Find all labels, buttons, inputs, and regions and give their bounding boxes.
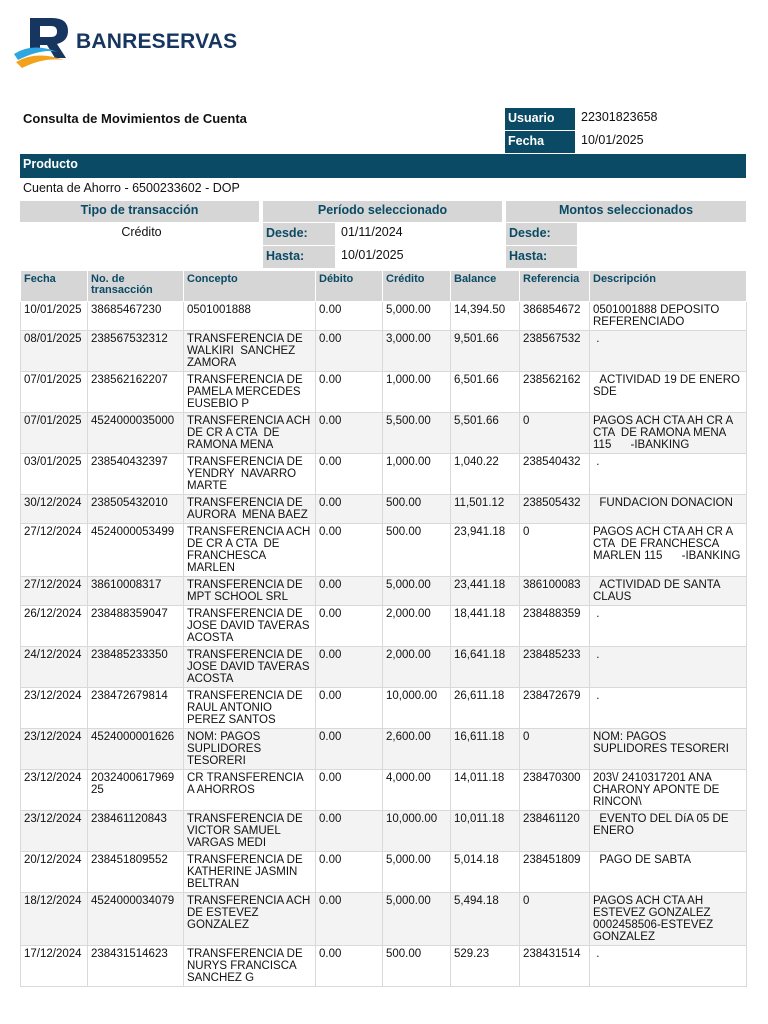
account-description: Cuenta de Ahorro - 6500233602 - DOP [23, 181, 240, 195]
debito-cell: 0.00 [316, 606, 383, 647]
credito-cell: 10,000.00 [383, 688, 451, 729]
usuario-label: Usuario [505, 108, 575, 130]
page-title: Consulta de Movimientos de Cuenta [23, 111, 247, 126]
fecha-cell: 10/01/2025 [21, 302, 88, 331]
referencia-cell: 238461120 [520, 811, 590, 852]
debito-cell: 0.00 [316, 454, 383, 495]
table-header-row [21, 271, 747, 302]
user-info [505, 108, 745, 154]
bank-name: BANRESERVAS [76, 30, 238, 53]
descripcion-cell: ACTIVIDAD 19 DE ENERO SDE [590, 372, 747, 413]
tipo-transaccion-value: Crédito [121, 225, 162, 239]
descripcion-cell: PAGOS ACH CTA AH CR A CTA DE FRANCHESCA MARLEN 115 -IBANKING [590, 524, 747, 577]
balance-cell: 9,501.66 [451, 331, 520, 372]
debito-cell: 0.00 [316, 647, 383, 688]
transaccion-cell: 238540432397 [88, 454, 184, 495]
balance-cell: 16,611.18 [451, 729, 520, 770]
concepto-cell: TRANSFERENCIA DE RAUL ANTONIO PEREZ SANTOS [184, 688, 316, 729]
credito-cell: 5,000.00 [383, 893, 451, 946]
concepto-cell: TRANSFERENCIA DE MPT SCHOOL SRL [184, 577, 316, 606]
balance-cell: 23,941.18 [451, 524, 520, 577]
referencia-cell: 386100083 [520, 577, 590, 606]
debito-cell: 0.00 [316, 331, 383, 372]
table-row [21, 647, 747, 688]
credito-cell: 5,000.00 [383, 852, 451, 893]
credito-cell: 2,600.00 [383, 729, 451, 770]
transaccion-cell: 238472679814 [88, 688, 184, 729]
table-row [21, 811, 747, 852]
concepto-cell: TRANSFERENCIA ACH DE CR A CTA DE RAMONA MENA [184, 413, 316, 454]
concepto-cell: TRANSFERENCIA DE NURYS FRANCISCA SANCHEZ G [184, 946, 316, 987]
periodo-desde-label: Desde: [263, 223, 335, 245]
credito-cell: 5,500.00 [383, 413, 451, 454]
col-descripcion: Descripción [590, 271, 747, 302]
debito-cell: 0.00 [316, 302, 383, 331]
tipo-transaccion-header: Tipo de transacción [20, 201, 259, 222]
transaccion-cell: 4524000001626 [88, 729, 184, 770]
concepto-cell: TRANSFERENCIA DE YENDRY NAVARRO MARTE [184, 454, 316, 495]
descripcion-cell: . [590, 331, 747, 372]
descripcion-cell: FUNDACION DONACION [590, 495, 747, 524]
debito-cell: 0.00 [316, 893, 383, 946]
concepto-cell: TRANSFERENCIA DE VICTOR SAMUEL VARGAS MEDI [184, 811, 316, 852]
table-row [21, 606, 747, 647]
table-row [21, 454, 747, 495]
col-debito: Débito [316, 271, 383, 302]
descripcion-cell: . [590, 647, 747, 688]
transaccion-cell: 38685467230 [88, 302, 184, 331]
concepto-cell: TRANSFERENCIA ACH DE ESTEVEZ GONZALEZ [184, 893, 316, 946]
referencia-cell: 238431514 [520, 946, 590, 987]
col-no-transaccion: No. de transacción [88, 271, 184, 302]
filters-panel [20, 201, 746, 268]
fecha-cell: 17/12/2024 [21, 946, 88, 987]
credito-cell: 1,000.00 [383, 372, 451, 413]
referencia-cell: 238540432 [520, 454, 590, 495]
fecha-cell: 24/12/2024 [21, 647, 88, 688]
debito-cell: 0.00 [316, 946, 383, 987]
referencia-cell: 238485233 [520, 647, 590, 688]
descripcion-cell: 203\/ 2410317201 ANA CHARONY APONTE DE RINCON\ [590, 770, 747, 811]
descripcion-cell: NOM: PAGOS SUPLIDORES TESORERI [590, 729, 747, 770]
balance-cell: 14,011.18 [451, 770, 520, 811]
debito-cell: 0.00 [316, 729, 383, 770]
descripcion-cell: PAGOS ACH CTA AH CR A CTA DE RAMONA MENA 115 -IBANKING [590, 413, 747, 454]
balance-cell: 10,011.18 [451, 811, 520, 852]
fecha-cell: 23/12/2024 [21, 811, 88, 852]
balance-cell: 11,501.12 [451, 495, 520, 524]
transaccion-cell: 238461120843 [88, 811, 184, 852]
table-row [21, 770, 747, 811]
descripcion-cell: . [590, 606, 747, 647]
referencia-cell: 238472679 [520, 688, 590, 729]
table-row [21, 372, 747, 413]
referencia-cell: 238470300 [520, 770, 590, 811]
montos-hasta-label: Hasta: [506, 246, 577, 268]
fecha-cell: 23/12/2024 [21, 688, 88, 729]
fecha-cell: 18/12/2024 [21, 893, 88, 946]
concepto-cell: NOM: PAGOS SUPLIDORES TESORERI [184, 729, 316, 770]
fecha-cell: 27/12/2024 [21, 524, 88, 577]
debito-cell: 0.00 [316, 770, 383, 811]
balance-cell: 529.23 [451, 946, 520, 987]
debito-cell: 0.00 [316, 811, 383, 852]
fecha-cell: 23/12/2024 [21, 729, 88, 770]
transaccion-cell: 238431514623 [88, 946, 184, 987]
fecha-cell: 27/12/2024 [21, 577, 88, 606]
balance-cell: 26,611.18 [451, 688, 520, 729]
concepto-cell: TRANSFERENCIA DE KATHERINE JASMIN BELTRAN [184, 852, 316, 893]
table-row [21, 893, 747, 946]
balance-cell: 6,501.66 [451, 372, 520, 413]
credito-cell: 500.00 [383, 524, 451, 577]
balance-cell: 5,494.18 [451, 893, 520, 946]
referencia-cell: 0 [520, 729, 590, 770]
banreservas-logo-icon [12, 14, 74, 70]
table-row [21, 688, 747, 729]
periodo-hasta-value: 10/01/2025 [341, 248, 404, 262]
periodo-hasta-label: Hasta: [263, 246, 335, 268]
periodo-header: Período seleccionado [263, 201, 502, 222]
col-concepto: Concepto [184, 271, 316, 302]
usuario-value: 22301823658 [581, 110, 658, 124]
table-row [21, 302, 747, 331]
debito-cell: 0.00 [316, 524, 383, 577]
credito-cell: 500.00 [383, 495, 451, 524]
descripcion-cell: . [590, 688, 747, 729]
descripcion-cell: 0501001888 DEPOSITO REFERENCIADO [590, 302, 747, 331]
debito-cell: 0.00 [316, 372, 383, 413]
debito-cell: 0.00 [316, 577, 383, 606]
bank-logo [12, 14, 252, 70]
descripcion-cell: PAGOS ACH CTA AH ESTEVEZ GONZALEZ 0002458506-ESTEVEZ GONZALEZ [590, 893, 747, 946]
referencia-cell: 238567532 [520, 331, 590, 372]
montos-desde-label: Desde: [506, 223, 577, 245]
fecha-label: Fecha [505, 131, 575, 153]
movements-table [20, 270, 747, 987]
balance-cell: 1,040.22 [451, 454, 520, 495]
montos-header: Montos seleccionados [506, 201, 746, 222]
descripcion-cell: PAGO DE SABTA [590, 852, 747, 893]
credito-cell: 500.00 [383, 946, 451, 987]
transaccion-cell: 4524000053499 [88, 524, 184, 577]
transaccion-cell: 238505432010 [88, 495, 184, 524]
col-fecha: Fecha [21, 271, 88, 302]
referencia-cell: 238505432 [520, 495, 590, 524]
balance-cell: 16,641.18 [451, 647, 520, 688]
referencia-cell: 0 [520, 893, 590, 946]
credito-cell: 2,000.00 [383, 606, 451, 647]
tipo-spacer [20, 246, 263, 268]
col-balance: Balance [451, 271, 520, 302]
balance-cell: 14,394.50 [451, 302, 520, 331]
table-row [21, 729, 747, 770]
balance-cell: 5,501.66 [451, 413, 520, 454]
transaccion-cell: 38610008317 [88, 577, 184, 606]
debito-cell: 0.00 [316, 688, 383, 729]
table-row [21, 577, 747, 606]
credito-cell: 10,000.00 [383, 811, 451, 852]
descripcion-cell: . [590, 946, 747, 987]
fecha-value: 10/01/2025 [581, 133, 644, 147]
table-row [21, 413, 747, 454]
concepto-cell: TRANSFERENCIA DE PAMELA MERCEDES EUSEBIO P [184, 372, 316, 413]
debito-cell: 0.00 [316, 413, 383, 454]
concepto-cell: TRANSFERENCIA DE JOSE DAVID TAVERAS ACOSTA [184, 647, 316, 688]
credito-cell: 1,000.00 [383, 454, 451, 495]
descripcion-cell: ACTIVIDAD DE SANTA CLAUS [590, 577, 747, 606]
fecha-cell: 23/12/2024 [21, 770, 88, 811]
credito-cell: 2,000.00 [383, 647, 451, 688]
table-row [21, 524, 747, 577]
credito-cell: 3,000.00 [383, 331, 451, 372]
fecha-cell: 20/12/2024 [21, 852, 88, 893]
referencia-cell: 0 [520, 524, 590, 577]
transaccion-cell: 203240061796925 [88, 770, 184, 811]
table-row [21, 946, 747, 987]
referencia-cell: 0 [520, 413, 590, 454]
periodo-desde-value: 01/11/2024 [341, 225, 403, 239]
balance-cell: 23,441.18 [451, 577, 520, 606]
credito-cell: 5,000.00 [383, 577, 451, 606]
balance-cell: 5,014.18 [451, 852, 520, 893]
transaccion-cell: 238485233350 [88, 647, 184, 688]
referencia-cell: 238488359 [520, 606, 590, 647]
transaccion-cell: 4524000034079 [88, 893, 184, 946]
credito-cell: 4,000.00 [383, 770, 451, 811]
transaccion-cell: 238567532312 [88, 331, 184, 372]
transaccion-cell: 238562162207 [88, 372, 184, 413]
table-row [21, 495, 747, 524]
fecha-cell: 26/12/2024 [21, 606, 88, 647]
product-header: Producto [20, 154, 746, 178]
table-row [21, 852, 747, 893]
concepto-cell: CR TRANSFERENCIA A AHORROS [184, 770, 316, 811]
concepto-cell: TRANSFERENCIA DE JOSE DAVID TAVERAS ACOSTA [184, 606, 316, 647]
fecha-cell: 03/01/2025 [21, 454, 88, 495]
concepto-cell: TRANSFERENCIA DE AURORA MENA BAEZ [184, 495, 316, 524]
referencia-cell: 238451809 [520, 852, 590, 893]
debito-cell: 0.00 [316, 495, 383, 524]
col-referencia: Referencia [520, 271, 590, 302]
balance-cell: 18,441.18 [451, 606, 520, 647]
concepto-cell: TRANSFERENCIA DE WALKIRI SANCHEZ ZAMORA [184, 331, 316, 372]
table-row [21, 331, 747, 372]
credito-cell: 5,000.00 [383, 302, 451, 331]
concepto-cell: TRANSFERENCIA ACH DE CR A CTA DE FRANCHESCA MARLEN [184, 524, 316, 577]
descripcion-cell: EVENTO DEL DíA 05 DE ENERO [590, 811, 747, 852]
transaccion-cell: 4524000035000 [88, 413, 184, 454]
col-credito: Crédito [383, 271, 451, 302]
fecha-cell: 30/12/2024 [21, 495, 88, 524]
referencia-cell: 386854672 [520, 302, 590, 331]
fecha-cell: 08/01/2025 [21, 331, 88, 372]
concepto-cell: 0501001888 [184, 302, 316, 331]
transaccion-cell: 238451809552 [88, 852, 184, 893]
fecha-cell: 07/01/2025 [21, 413, 88, 454]
transaccion-cell: 238488359047 [88, 606, 184, 647]
descripcion-cell: . [590, 454, 747, 495]
debito-cell: 0.00 [316, 852, 383, 893]
referencia-cell: 238562162 [520, 372, 590, 413]
fecha-cell: 07/01/2025 [21, 372, 88, 413]
